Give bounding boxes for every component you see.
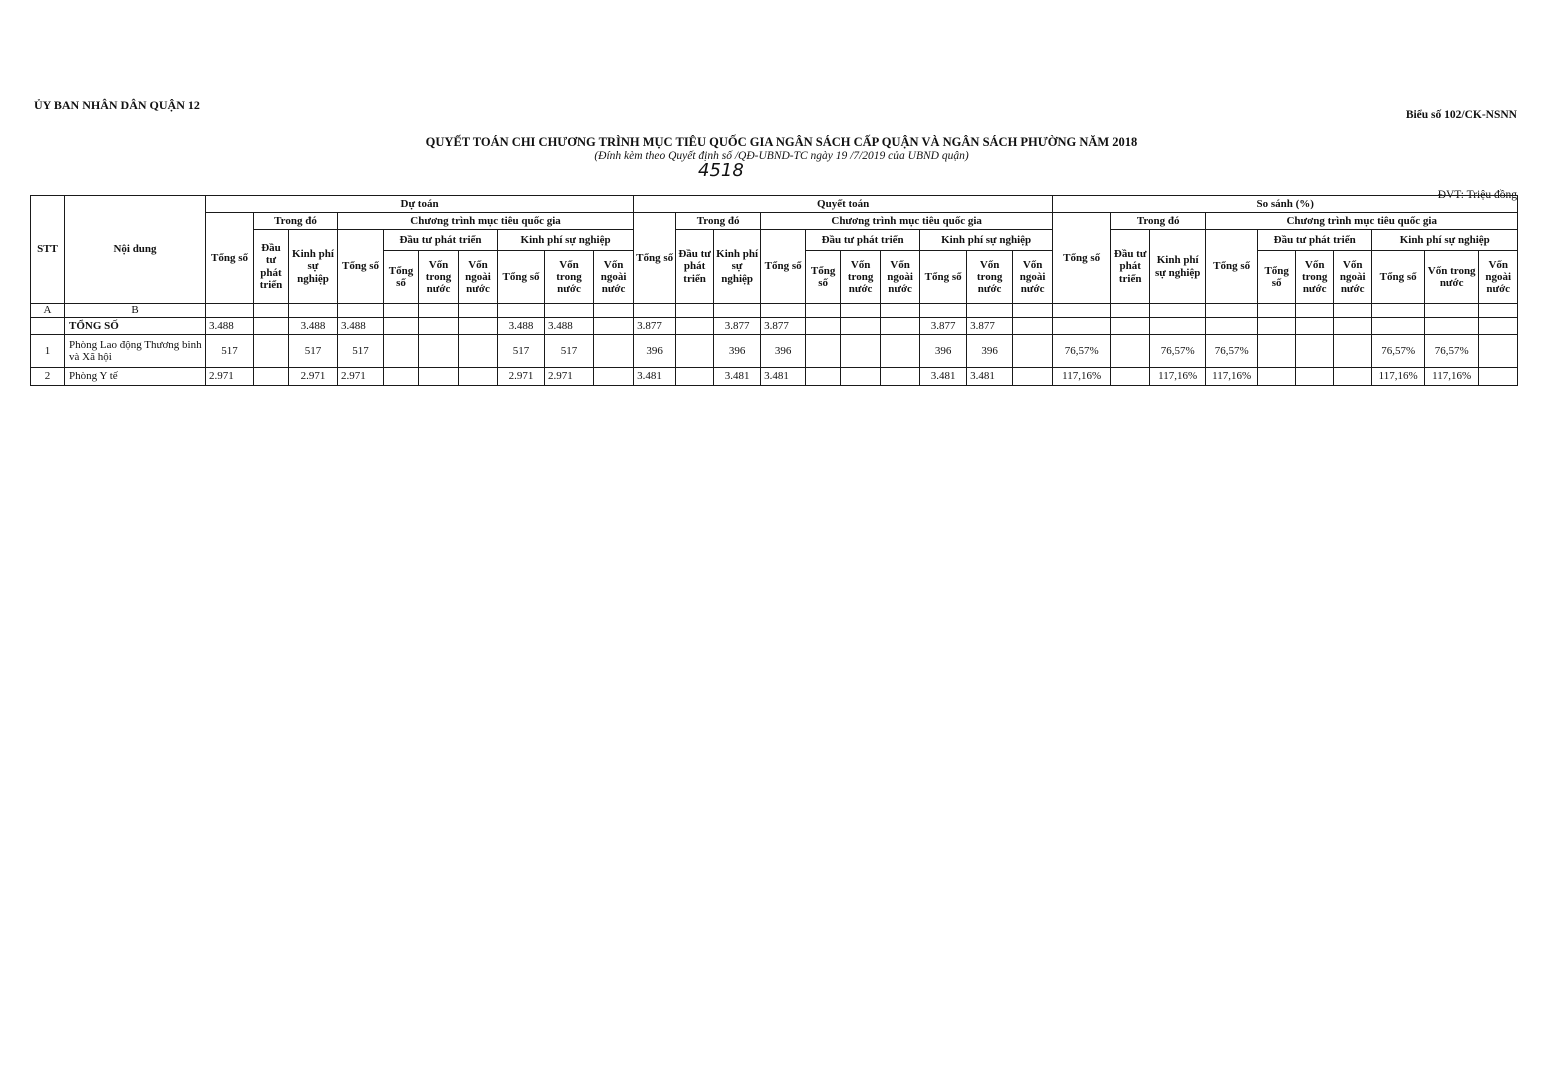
- dt-kinh-phi-group: Kinh phí sự nghiệp: [498, 230, 634, 251]
- cell-ss-ct-tong: 76,57%: [1206, 335, 1258, 368]
- cell-dt-dt-trong: [419, 318, 459, 335]
- cell-ss-dtpt: [1111, 318, 1150, 335]
- cell-ss-kp-ngoai: [1479, 318, 1518, 335]
- cell-ss-tong: [1053, 318, 1111, 335]
- cell-qt-dtpt: [676, 335, 714, 368]
- ss-dt-tong-header: Tổng số: [1258, 251, 1296, 304]
- cell-ss-dt-tong: [1258, 335, 1296, 368]
- cell-dt-dt-tong: [384, 318, 419, 335]
- cell-ss-kp-trong: [1425, 318, 1479, 335]
- ss-kp-trong-header: Vốn trong nước: [1425, 251, 1479, 304]
- cell-name: TỔNG SỐ: [65, 318, 206, 335]
- cell-ss-kpsn: 76,57%: [1150, 335, 1206, 368]
- document-title: QUYẾT TOÁN CHI CHƯƠNG TRÌNH MỤC TIÊU QUỐC GIA NGÂN SÁCH CẤP QUẬN VÀ NGÂN SÁCH PHƯỜNG NĂM 2018: [425, 135, 1138, 149]
- cell-qt-dt-trong: [841, 368, 881, 386]
- cell-stt: [31, 318, 65, 335]
- cell-qt-kp-tong: 396: [920, 335, 967, 368]
- qt-dt-ngoai-header: Vốn ngoài nước: [881, 251, 920, 304]
- qt-dt-tong-header: Tổng số: [806, 251, 841, 304]
- cell-ss-dt-tong: [1258, 318, 1296, 335]
- cell-dt-ct-tong: 3.488: [338, 318, 384, 335]
- cell-ss-dt-ngoai: [1334, 318, 1372, 335]
- ss-kp-tong-header: Tổng số: [1372, 251, 1425, 304]
- cell-dt-kpsn: 2.971: [289, 368, 338, 386]
- cell-ss-tong: 117,16%: [1053, 368, 1111, 386]
- ss-chuong-trinh-header: Chương trình mục tiêu quốc gia: [1206, 213, 1518, 230]
- dt-kp-trong-header: Vốn trong nước: [545, 251, 594, 304]
- cell-dt-kp-ngoai: [594, 335, 634, 368]
- cell-dt-dt-trong: [419, 368, 459, 386]
- cell-qt-tong: 396: [634, 335, 676, 368]
- cell-qt-dtpt: [676, 318, 714, 335]
- cell-ss-dtpt: [1111, 335, 1150, 368]
- qt-dt-trong-header: Vốn trong nước: [841, 251, 881, 304]
- cell-ss-dt-ngoai: [1334, 368, 1372, 386]
- form-code: Biểu số 102/CK-NSNN: [1405, 109, 1517, 121]
- cell-qt-kpsn: 396: [714, 335, 761, 368]
- ss-dt-ngoai-header: Vốn ngoài nước: [1334, 251, 1372, 304]
- cell-ss-kp-tong: [1372, 318, 1425, 335]
- cell-ss-kp-trong: 117,16%: [1425, 368, 1479, 386]
- cell-qt-kp-tong: 3.877: [920, 318, 967, 335]
- cell-dt-kp-tong: 3.488: [498, 318, 545, 335]
- ss-dau-tu-header: Đầu tư phát triển: [1111, 230, 1150, 304]
- table-row: [31, 318, 1518, 335]
- dt-dt-ngoai-header: Vốn ngoài nước: [459, 251, 498, 304]
- cell-qt-kp-ngoai: [1013, 335, 1053, 368]
- cell-qt-dt-trong: [841, 318, 881, 335]
- cell-dt-dt-ngoai: [459, 335, 498, 368]
- cell-stt: 2: [31, 368, 65, 386]
- cell-dt-kp-ngoai: [594, 318, 634, 335]
- cell-qt-dt-ngoai: [881, 368, 920, 386]
- group-du-toan: Dự toán: [206, 196, 634, 213]
- document-subtitle: (Đính kèm theo Quyết định số /QĐ-UBND-TC ngày 19 /7/2019 của UBND quận): [594, 150, 969, 162]
- group-so-sanh: So sánh (%): [1053, 196, 1518, 213]
- cell-qt-kp-ngoai: [1013, 368, 1053, 386]
- cell-qt-dt-tong: [806, 318, 841, 335]
- qt-kp-tong-header: Tổng số: [920, 251, 967, 304]
- cell-dt-dt-tong: [384, 335, 419, 368]
- cell-ss-dtpt: [1111, 368, 1150, 386]
- cell-qt-ct-tong: 3.481: [761, 368, 806, 386]
- cell-dt-dt-ngoai: [459, 368, 498, 386]
- cell-dt-dtpt: [254, 368, 289, 386]
- group-quyet-toan: Quyết toán: [634, 196, 1053, 213]
- cell-dt-tong: 3.488: [206, 318, 254, 335]
- ss-kp-ngoai-header: Vốn ngoài nước: [1479, 251, 1518, 304]
- cell-ss-dt-trong: [1296, 368, 1334, 386]
- dt-dau-tu-group: Đầu tư phát triển: [384, 230, 498, 251]
- cell-qt-dt-tong: [806, 368, 841, 386]
- cell-qt-kp-tong: 3.481: [920, 368, 967, 386]
- cell-ss-dt-ngoai: [1334, 335, 1372, 368]
- col-content-header: Nội dung: [65, 196, 206, 304]
- cell-dt-dtpt: [254, 318, 289, 335]
- cell-ss-kpsn: [1150, 318, 1206, 335]
- cell-ss-kp-tong: 117,16%: [1372, 368, 1425, 386]
- qt-trong-do-header: Trong đó: [676, 213, 761, 230]
- cell-qt-kp-trong: 3.877: [967, 318, 1013, 335]
- qt-dau-tu-header: Đầu tư phát triển: [676, 230, 714, 304]
- index-b: B: [65, 304, 206, 318]
- handwritten-decision-number: 4518: [698, 160, 744, 181]
- cell-ss-tong: 76,57%: [1053, 335, 1111, 368]
- dt-trong-do-header: Trong đó: [254, 213, 338, 230]
- unit-label: ĐVT: Triệu đồng: [1437, 189, 1517, 201]
- cell-ss-kpsn: 117,16%: [1150, 368, 1206, 386]
- dt-chuong-trinh-header: Chương trình mục tiêu quốc gia: [338, 213, 634, 230]
- dt-dau-tu-header: Đầu tư phát triển: [254, 230, 289, 304]
- cell-dt-dt-ngoai: [459, 318, 498, 335]
- cell-qt-tong: 3.481: [634, 368, 676, 386]
- cell-dt-kp-trong: 2.971: [545, 368, 594, 386]
- qt-chuong-trinh-header: Chương trình mục tiêu quốc gia: [761, 213, 1053, 230]
- cell-ss-kp-trong: 76,57%: [1425, 335, 1479, 368]
- cell-qt-tong: 3.877: [634, 318, 676, 335]
- cell-ss-ct-tong: [1206, 318, 1258, 335]
- cell-qt-ct-tong: 3.877: [761, 318, 806, 335]
- cell-qt-kpsn: 3.877: [714, 318, 761, 335]
- qt-kinh-phi-header: Kinh phí sự nghiệp: [714, 230, 761, 304]
- cell-name: Phòng Y tế: [65, 368, 206, 386]
- dt-kp-ngoai-header: Vốn ngoài nước: [594, 251, 634, 304]
- cell-dt-kp-tong: 2.971: [498, 368, 545, 386]
- col-stt-header: STT: [31, 196, 65, 304]
- index-a: A: [31, 304, 65, 318]
- dt-kp-tong-header: Tổng số: [498, 251, 545, 304]
- cell-dt-kpsn: 517: [289, 335, 338, 368]
- column-index-row: [31, 304, 1518, 318]
- ss-dau-tu-group: Đầu tư phát triển: [1258, 230, 1372, 251]
- cell-dt-ct-tong: 2.971: [338, 368, 384, 386]
- qt-kp-ngoai-header: Vốn ngoài nước: [1013, 251, 1053, 304]
- cell-qt-dtpt: [676, 368, 714, 386]
- cell-qt-kp-trong: 3.481: [967, 368, 1013, 386]
- cell-dt-ct-tong: 517: [338, 335, 384, 368]
- cell-ss-dt-tong: [1258, 368, 1296, 386]
- cell-qt-kp-ngoai: [1013, 318, 1053, 335]
- cell-ss-ct-tong: 117,16%: [1206, 368, 1258, 386]
- cell-qt-kp-trong: 396: [967, 335, 1013, 368]
- cell-ss-kp-tong: 76,57%: [1372, 335, 1425, 368]
- table-row: [31, 368, 1518, 386]
- ss-dt-trong-header: Vốn trong nước: [1296, 251, 1334, 304]
- cell-dt-kp-ngoai: [594, 368, 634, 386]
- cell-dt-kp-trong: 517: [545, 335, 594, 368]
- cell-name: Phòng Lao động Thương binh và Xã hội: [65, 335, 206, 368]
- qt-ct-tong-so-header: Tổng số: [761, 230, 806, 304]
- dt-dt-trong-header: Vốn trong nước: [419, 251, 459, 304]
- dt-kinh-phi-header: Kinh phí sự nghiệp: [289, 230, 338, 304]
- cell-dt-kp-trong: 3.488: [545, 318, 594, 335]
- cell-dt-tong: 517: [206, 335, 254, 368]
- cell-qt-dt-tong: [806, 335, 841, 368]
- ss-kinh-phi-group: Kinh phí sự nghiệp: [1372, 230, 1518, 251]
- cell-dt-dt-tong: [384, 368, 419, 386]
- cell-ss-kp-ngoai: [1479, 368, 1518, 386]
- cell-ss-dt-trong: [1296, 335, 1334, 368]
- cell-dt-kp-tong: 517: [498, 335, 545, 368]
- cell-qt-dt-ngoai: [881, 318, 920, 335]
- ss-tong-so-header: Tổng số: [1053, 213, 1111, 304]
- dt-dt-tong-header: Tổng số: [384, 251, 419, 304]
- dt-ct-tong-so-header: Tổng số: [338, 230, 384, 304]
- ss-trong-do-header: Trong đó: [1111, 213, 1206, 230]
- ss-ct-tong-so-header: Tổng số: [1206, 230, 1258, 304]
- cell-dt-tong: 2.971: [206, 368, 254, 386]
- qt-kinh-phi-group: Kinh phí sự nghiệp: [920, 230, 1053, 251]
- organization-name: ỦY BAN NHÂN DÂN QUẬN 12: [34, 98, 200, 112]
- cell-ss-dt-trong: [1296, 318, 1334, 335]
- budget-table: [30, 195, 1518, 386]
- dt-tong-so-header: Tổng số: [206, 213, 254, 304]
- cell-qt-dt-ngoai: [881, 335, 920, 368]
- ss-kinh-phi-header: Kinh phí sự nghiệp: [1150, 230, 1206, 304]
- cell-dt-dtpt: [254, 335, 289, 368]
- cell-dt-kpsn: 3.488: [289, 318, 338, 335]
- cell-stt: 1: [31, 335, 65, 368]
- cell-dt-dt-trong: [419, 335, 459, 368]
- qt-tong-so-header: Tổng số: [634, 213, 676, 304]
- qt-kp-trong-header: Vốn trong nước: [967, 251, 1013, 304]
- cell-qt-kpsn: 3.481: [714, 368, 761, 386]
- cell-qt-ct-tong: 396: [761, 335, 806, 368]
- cell-qt-dt-trong: [841, 335, 881, 368]
- qt-dau-tu-group: Đầu tư phát triển: [806, 230, 920, 251]
- cell-ss-kp-ngoai: [1479, 335, 1518, 368]
- table-row: [31, 335, 1518, 368]
